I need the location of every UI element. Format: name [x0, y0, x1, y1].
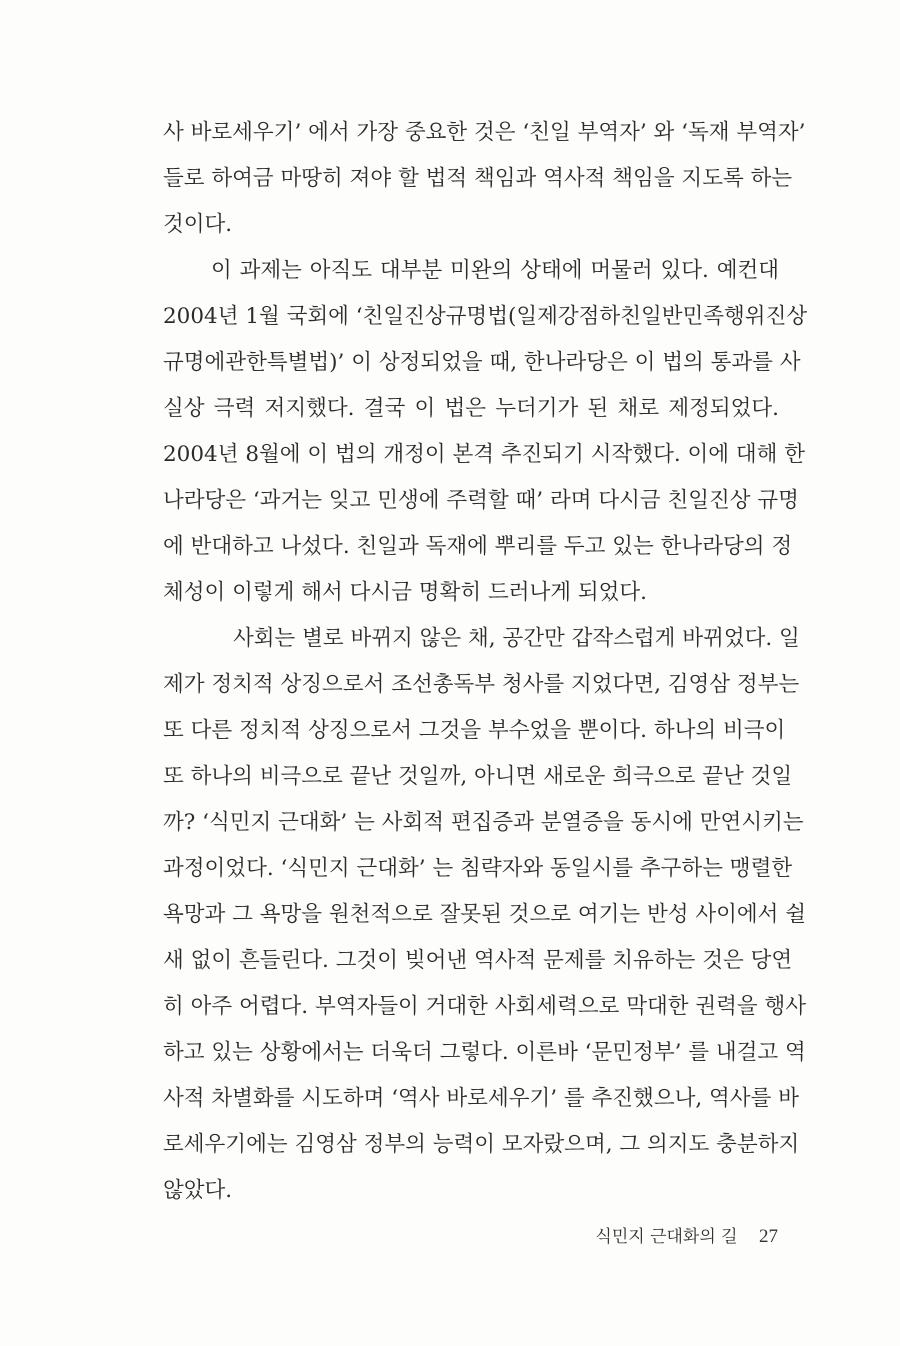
text-line: 규명에관한특별법)’ 이 상정되었을 때, 한나라당은 이 법의 통과를 사 [163, 350, 801, 375]
page-footer [595, 1222, 778, 1252]
text-line: 않았다. [163, 1178, 233, 1203]
text-line: 새 없이 흔들린다. 그것이 빚어낸 역사적 문제를 치유하는 것은 당연 [163, 948, 793, 973]
text-line: 욕망과 그 욕망을 원천적으로 잘못된 것으로 여기는 반성 사이에서 쉴 [163, 902, 807, 927]
text-line: 과정이었다. ‘식민지 근대화’ 는 침략자와 동일시를 추구하는 맹렬한 [163, 856, 793, 881]
text-line: 로세우기에는 김영삼 정부의 능력이 모자랐으며, 그 의지도 충분하지 [163, 1132, 800, 1157]
paragraph-2 [163, 248, 808, 616]
text-line: 에 반대하고 나섰다. 친일과 독재에 뿌리를 두고 있는 한나라당의 정 [163, 534, 793, 559]
text-line: 2004년 1월 국회에 ‘친일진상규명법(일제강점하친일반민족행위진상 [163, 304, 808, 329]
text-line: 사회는 별로 바뀌지 않은 채, 공간만 갑작스럽게 바뀌었다. 일 [233, 626, 800, 651]
text-line: 제가 정치적 상징으로서 조선총독부 청사를 지었다면, 김영삼 정부는 [163, 672, 800, 697]
running-title: 식민지 근대화의 길 [595, 1227, 738, 1247]
text-line: 까? ‘식민지 근대화’ 는 사회적 편집증과 분열증을 동시에 만연시키는 [163, 810, 804, 835]
page-number: 27 [759, 1226, 778, 1247]
text-line: 히 아주 어렵다. 부역자들이 거대한 사회세력으로 막대한 권력을 행사 [163, 994, 807, 1019]
text-line: 들로 하여금 마땅히 져야 할 법적 책임과 역사적 책임을 지도록 하는 [163, 166, 793, 191]
text-line: 또 하나의 비극으로 끝난 것일까, 아니면 새로운 희극으로 끝난 것일 [163, 764, 793, 789]
body-text [163, 110, 808, 1214]
text-line: 이 과제는 아직도 대부분 미완의 상태에 머물러 있다. 예컨대 [211, 258, 779, 283]
paragraph-3 [163, 616, 807, 1214]
text-line: 사적 차별화를 시도하며 ‘역사 바로세우기’ 를 추진했으나, 역사를 바 [163, 1086, 799, 1111]
text-line: 나라당은 ‘과거는 잊고 민생에 주력할 때’ 라며 다시금 친일진상 규명 [163, 488, 799, 513]
text-line: 또 다른 정치적 상징으로서 그것을 부수었을 뿐이다. 하나의 비극이 [163, 718, 786, 743]
paragraph-1 [163, 110, 806, 248]
text-line: 2004년 8월에 이 법의 개정이 본격 추진되기 시작했다. 이에 대해 한 [163, 442, 806, 467]
text-line: 것이다. [163, 212, 233, 237]
text-line: 사 바로세우기’ 에서 가장 중요한 것은 ‘친일 부역자’ 와 ‘독재 부역자’ [163, 120, 806, 145]
text-line: 체성이 이렇게 해서 다시금 명확히 드러나게 되었다. [163, 580, 647, 605]
text-line: 실상 극력 저지했다. 결국 이 법은 누더기가 된 채로 제정되었다. [163, 396, 779, 421]
text-line: 하고 있는 상황에서는 더욱더 그렇다. 이른바 ‘문민정부’ 를 내걸고 역 [163, 1040, 806, 1065]
